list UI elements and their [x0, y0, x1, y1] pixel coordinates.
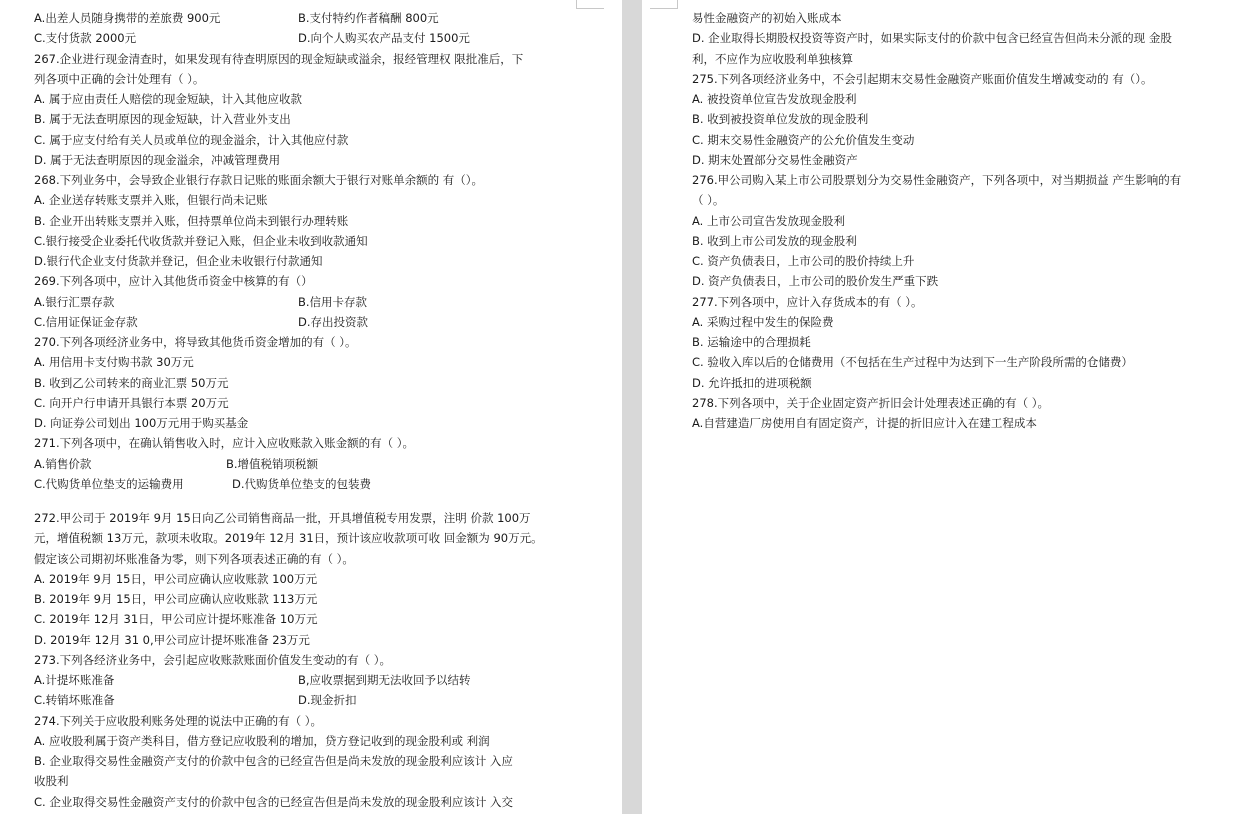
option-line — [34, 589, 579, 609]
text-cell: D. 2019年 12月 31 0,甲公司应计提坏账准备 23万元 — [34, 632, 310, 647]
option-line — [34, 312, 579, 332]
text-cell: C. 资产负债表日，上市公司的股价持续上升 — [692, 254, 915, 268]
text-cell: 277.下列各项中，应计入存货成本的有（ ）。 — [692, 294, 923, 309]
option-line — [34, 792, 579, 812]
text-cell: C. 企业取得交易性金融资产支付的价款中包含的已经宣告但是尚未发放的现金股利应该计 入交 — [34, 794, 513, 809]
text-cell: C. 期末交易性金融资产的公允价值发生变动 — [692, 132, 915, 147]
option-line — [692, 312, 1237, 332]
option-line — [692, 231, 1237, 251]
text-cell: B. 企业开出转账支票并入账，但持票单位尚未到银行办理转账 — [34, 213, 349, 228]
text-cell: B. 属于无法查明原因的现金短缺，计入营业外支出 — [34, 112, 291, 127]
question-270-line — [34, 332, 579, 352]
text-cell: 列各项中正确的会计处理有（ ）。 — [34, 71, 205, 86]
text-cell: B. 收到被投资单位发放的现金股利 — [692, 112, 869, 127]
text-cell: 元，增值税额 13万元，款项未收取。2019年 12月 31日，预计该应收款项可收 回金额为 90万元。 — [34, 531, 543, 546]
option-line — [692, 211, 1237, 231]
option-line — [692, 89, 1237, 109]
option-line — [692, 332, 1237, 352]
text-cell: B.信用卡存款 — [298, 294, 368, 309]
question-274-line — [34, 711, 579, 731]
text-cell: D. 向证券公司划出 100万元用于购买基金 — [34, 416, 249, 430]
option-line — [34, 373, 579, 393]
page-text-column — [692, 8, 1237, 433]
option-line — [34, 609, 579, 629]
text-cell: 276.甲公司购入某上市公司股票划分为交易性金融资产，下列各项中，对当期损益 产生影响的有 — [692, 173, 1182, 187]
blank-line — [34, 494, 579, 508]
text-cell: C. 向开户行申请开具银行本票 20万元 — [34, 395, 229, 410]
question-268-line — [34, 170, 579, 190]
option-line — [692, 251, 1237, 271]
option-line — [34, 190, 579, 210]
text-cell: B. 收到上市公司发放的现金股利 — [692, 233, 857, 248]
text-cell: 269.下列各项中，应计入其他货币资金中核算的有（） — [34, 274, 313, 289]
text-cell: B,应收票据到期无法收回予以结转 — [298, 673, 471, 687]
option-line — [34, 292, 579, 312]
text-cell: B.增值税销项税额 — [226, 456, 319, 471]
text-cell: D. 企业取得长期股权投资等资产时，如果实际支付的价款中包含已经宣告但尚未分派的现 金股 — [692, 31, 1172, 46]
text-cell: 278.下列各项中，关于企业固定资产折旧会计处理表述正确的有（ ）。 — [692, 395, 1050, 410]
text-line — [692, 8, 1237, 28]
text-cell: 收股利 — [34, 774, 69, 789]
text-cell: A.销售价款 — [34, 456, 92, 471]
question-275-line — [692, 69, 1237, 89]
page-gutter — [622, 0, 642, 814]
text-cell: D.向个人购买农产品支付 1500元 — [298, 31, 470, 46]
text-cell: 268.下列业务中，会导致企业银行存款日记账的账面余额大于银行对账单余额的 有（）。 — [34, 173, 484, 187]
text-cell: D. 属于无法查明原因的现金溢余，冲减管理费用 — [34, 152, 281, 167]
option-line — [34, 630, 579, 650]
option-line — [692, 130, 1237, 150]
text-cell: D. 允许抵扣的进项税额 — [692, 375, 812, 390]
text-cell: 易性金融资产的初始入账成本 — [692, 11, 842, 25]
option-line — [34, 751, 579, 771]
text-cell: A. 采购过程中发生的保险费 — [692, 314, 834, 329]
option-line — [692, 271, 1237, 291]
text-cell: C.信用证保证金存款 — [34, 314, 138, 329]
question-267-line — [34, 49, 579, 69]
text-cell: 273.下列各经济业务中，会引起应收账款账面价值发生变动的有（ ）。 — [34, 652, 392, 667]
text-cell: B. 收到乙公司转来的商业汇票 50万元 — [34, 375, 229, 390]
text-cell: B. 企业取得交易性金融资产支付的价款中包含的已经宣告但是尚未发放的现金股利应该计 入应 — [34, 754, 513, 768]
text-cell: 274.下列关于应收股利账务处理的说法中正确的有（ ）。 — [34, 713, 323, 728]
option-line — [34, 231, 579, 251]
option-line — [34, 89, 579, 109]
option-line — [34, 670, 579, 690]
option-line — [34, 251, 579, 271]
text-cell: C.代购货单位垫支的运输费用 — [34, 476, 184, 491]
text-line — [34, 549, 579, 569]
text-cell: 假定该公司期初坏账准备为零，则下列各项表述正确的有（ ）。 — [34, 551, 354, 566]
text-cell: A.银行汇票存款 — [34, 294, 115, 309]
option-line — [692, 109, 1237, 129]
option-line — [34, 109, 579, 129]
option-line — [34, 413, 579, 433]
text-cell: D. 期末处置部分交易性金融资产 — [692, 152, 858, 167]
text-cell: C.转销坏账准备 — [34, 693, 115, 708]
text-cell: D.现金折扣 — [298, 693, 357, 708]
option-line — [34, 454, 579, 474]
text-cell: 270.下列各项经济业务中，将导致其他货币资金增加的有（ ）。 — [34, 335, 357, 349]
option-line — [692, 150, 1237, 170]
text-cell: C.银行接受企业委托代收货款并登记入账，但企业未收到收款通知 — [34, 233, 368, 248]
text-line — [692, 190, 1237, 210]
text-cell: A. 上市公司宣告发放现金股利 — [692, 213, 845, 228]
option-line — [34, 352, 579, 372]
text-cell: A.自营建造厂房使用自有固定资产，计提的折旧应计入在建工程成本 — [692, 416, 1037, 430]
document-page-left — [0, 0, 622, 814]
text-line — [692, 49, 1237, 69]
text-cell: A. 应收股利属于资产类科目，借方登记应收股利的增加，贷方登记收到的现金股利或 利润 — [34, 733, 490, 748]
text-cell: A. 属于应由责任人赔偿的现金短缺，计入其他应收款 — [34, 92, 302, 106]
text-line — [34, 28, 579, 48]
text-cell: C.支付货款 2000元 — [34, 31, 137, 46]
text-cell: C. 验收入库以后的仓储费用（不包括在生产过程中为达到下一生产阶段所需的仓储费） — [692, 355, 1133, 370]
text-cell: B. 运输途中的合理损耗 — [692, 335, 811, 349]
text-line — [34, 69, 579, 89]
text-cell: （ ）。 — [692, 193, 725, 208]
text-cell: A.计提坏账准备 — [34, 673, 115, 687]
question-269-line — [34, 271, 579, 291]
option-line — [34, 393, 579, 413]
option-line — [34, 150, 579, 170]
page-corner-mark — [650, 8, 678, 9]
text-line — [34, 528, 579, 548]
question-278-line — [692, 393, 1237, 413]
text-line — [34, 8, 579, 28]
text-cell: 275.下列各项经济业务中，不会引起期末交易性金融资产账面价值发生增减变动的 有（）。 — [692, 71, 1153, 86]
text-cell: D. 资产负债表日，上市公司的股价发生严重下跌 — [692, 274, 939, 289]
page-text-column — [34, 8, 579, 812]
document-page-right — [642, 0, 1245, 814]
question-276-line — [692, 170, 1237, 190]
option-line — [692, 352, 1237, 372]
text-cell: C. 2019年 12月 31日，甲公司应计提坏账准备 10万元 — [34, 612, 318, 627]
text-cell: B.支付特约作者稿酬 800元 — [298, 11, 439, 25]
text-line — [34, 771, 579, 791]
text-cell: 271.下列各项中，在确认销售收入时，应计入应收账款入账金额的有（ ）。 — [34, 436, 415, 451]
question-272-line — [34, 508, 579, 528]
text-cell: A. 2019年 9月 15日，甲公司应确认应收账款 100万元 — [34, 571, 318, 586]
option-line — [34, 211, 579, 231]
text-cell: A. 用信用卡支付购书款 30万元 — [34, 355, 194, 370]
option-line — [34, 569, 579, 589]
option-line — [34, 690, 579, 710]
option-line — [692, 28, 1237, 48]
text-cell: B. 2019年 9月 15日，甲公司应确认应收账款 113万元 — [34, 592, 318, 606]
text-cell: A.出差人员随身携带的差旅费 900元 — [34, 11, 221, 25]
option-line — [692, 413, 1237, 433]
text-cell: 272.甲公司于 2019年 9月 15日向乙公司销售商品一批，开具增值税专用发票，注明 价款 100万 — [34, 511, 531, 525]
question-277-line — [692, 292, 1237, 312]
text-cell: D.银行代企业支付货款并登记，但企业未收银行付款通知 — [34, 254, 323, 268]
question-271-line — [34, 433, 579, 453]
text-cell: A. 企业送存转账支票并入账，但银行尚未记账 — [34, 193, 268, 208]
text-cell: 利，不应作为应收股利单独核算 — [692, 51, 853, 66]
text-cell: C. 属于应支付给有关人员或单位的现金溢余，计入其他应付款 — [34, 132, 349, 147]
text-cell: D.代购货单位垫支的包装费 — [232, 476, 372, 491]
page-corner-mark — [576, 8, 604, 9]
option-line — [34, 731, 579, 751]
question-273-line — [34, 650, 579, 670]
option-line — [34, 130, 579, 150]
text-cell: 267.企业进行现金清查时，如果发现有待查明原因的现金短缺或溢余，报经管理权 限批准后，下 — [34, 51, 524, 66]
text-cell: A. 被投资单位宣告发放现金股利 — [692, 92, 857, 106]
option-line — [692, 373, 1237, 393]
text-cell: D.存出投资款 — [298, 314, 369, 329]
option-line — [34, 474, 579, 494]
